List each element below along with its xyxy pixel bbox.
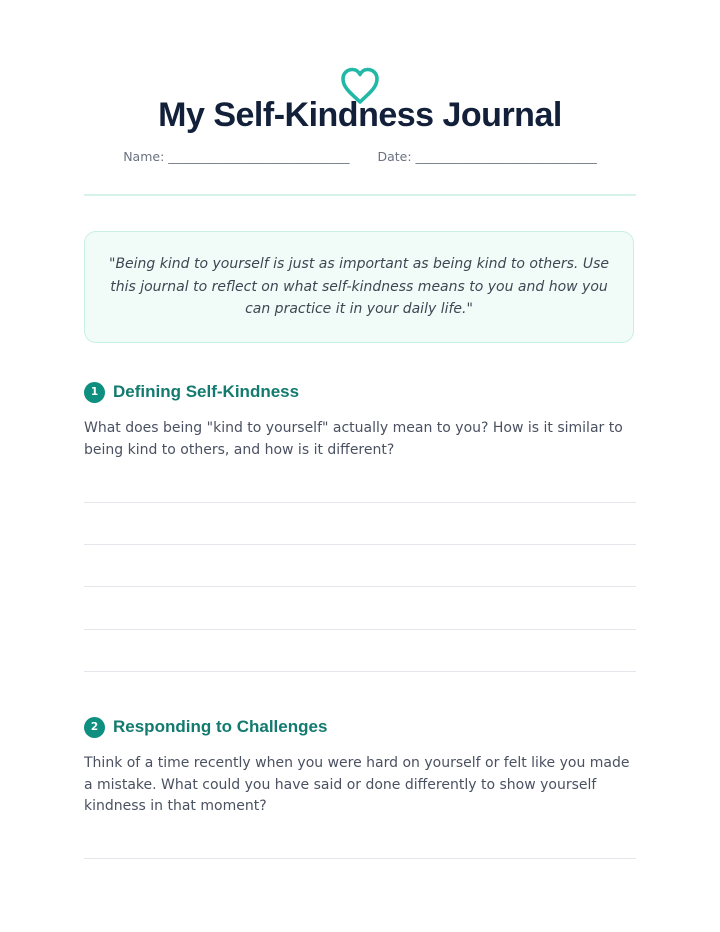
answer-line[interactable] <box>84 858 636 859</box>
section-title: Responding to Challenges <box>113 717 328 736</box>
answer-line[interactable] <box>84 586 636 587</box>
page-title: My Self-Kindness Journal <box>158 96 562 134</box>
intro-quote-box <box>84 231 634 343</box>
name-field[interactable]: Name: _____________________________ <box>123 149 350 164</box>
header-divider <box>84 194 636 196</box>
date-field[interactable]: Date: _____________________________ <box>377 149 597 164</box>
section-title: Defining Self-Kindness <box>113 382 300 401</box>
section-header <box>84 381 636 403</box>
section-responding-to-challenges <box>84 716 636 876</box>
section-prompt: What does being "kind to yourself" actually mean to you? How is it similar to being kind to others, and how is it different? <box>84 420 623 458</box>
section-number-badge: 2 <box>84 717 105 738</box>
meta-fields <box>0 149 720 164</box>
answer-line[interactable] <box>84 502 636 503</box>
section-number-badge: 1 <box>84 382 105 403</box>
section-defining-self-kindness <box>84 381 636 681</box>
section-header <box>84 716 636 738</box>
answer-line[interactable] <box>84 544 636 545</box>
answer-line[interactable] <box>84 629 636 630</box>
intro-quote: "Being kind to yourself is just as important as being kind to others. Use this journal to reflect on what self-kindness means to you and how you can practice it in your daily life." <box>109 256 609 318</box>
answer-line[interactable] <box>84 671 636 672</box>
section-prompt: Think of a time recently when you were hard on yourself or felt like you made a mistake. What could you have said or done differently to show yourself kindness in that moment? <box>84 755 630 814</box>
